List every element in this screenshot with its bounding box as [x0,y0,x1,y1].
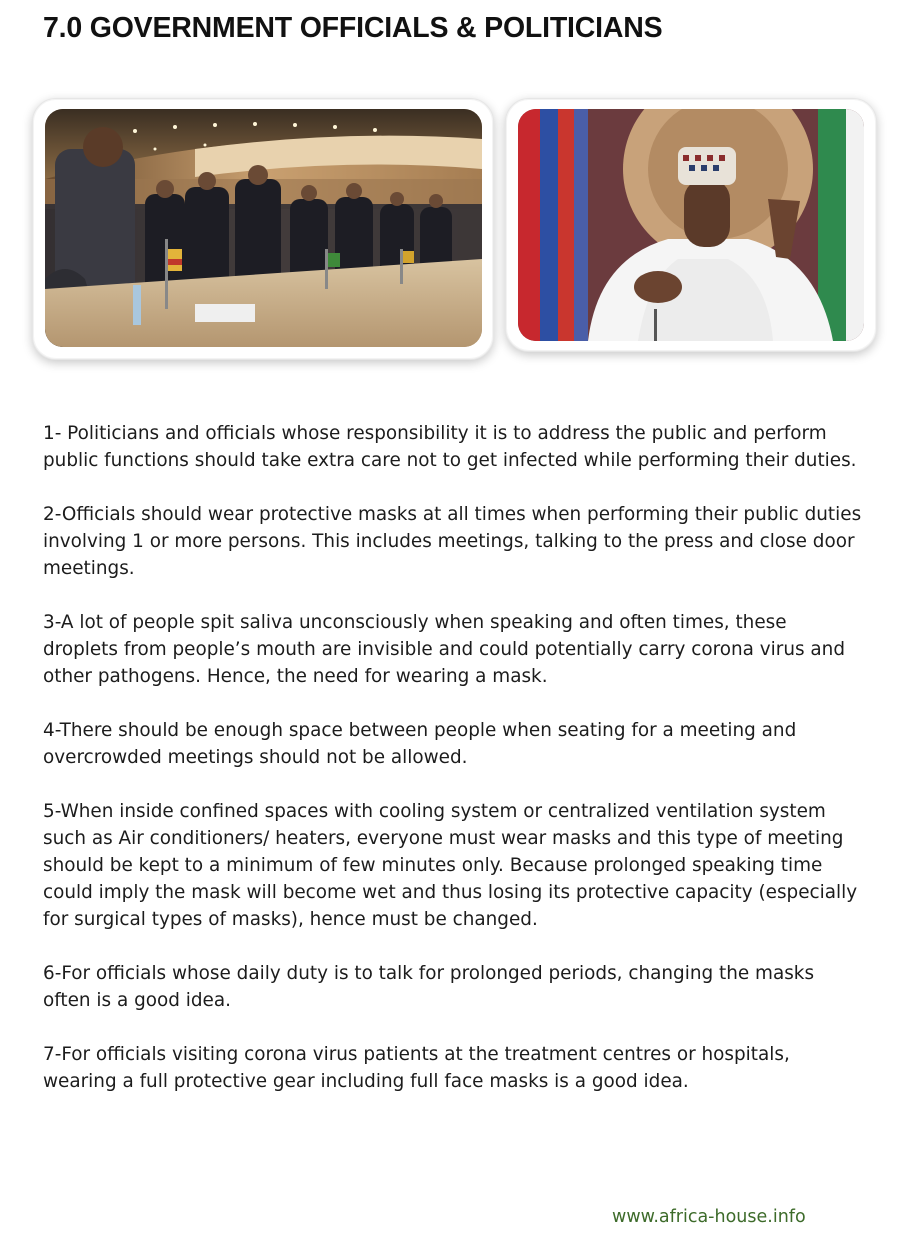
footer-website-link[interactable]: www.africa-house.info [612,1207,806,1227]
guideline-2: 2-Officials should wear protective masks at all times when performing their public duties involving 1 or more persons. This includes meetings, talking to the press and close door meetings. [43,504,862,579]
speaker-photo-frame [505,98,877,352]
guideline-4: 4-There should be enough space between people when seating for a meeting and overcrowded meetings should not be allowed. [43,720,797,768]
guideline-5: 5-When inside confined spaces with cooling system or centralized ventilation system such as Air conditioners/ heaters, everyone must wear masks and this type of meeting should be kept to a minimum of few minutes only. Because prolonged speaking time could imply the mask will become wet and thus losing its protective capacity (especially for surgical types of masks), hence must be changed. [43,801,858,930]
page-title: 7.0 GOVERNMENT OFFICIALS & POLITICIANS [43,12,663,44]
guideline-3: 3-A lot of people spit saliva unconsciously when speaking and often times, these droplets from people’s mouth are invisible and could potentially carry corona virus and other pathogens. Hence, the need for wearing a mask. [43,612,846,687]
official-speaking-photo [518,109,864,341]
guideline-1: 1- Politicians and officials whose responsibility it is to address the public and perform public functions should take extra care not to get infected while performing their duties. [43,423,857,471]
guideline-6: 6-For officials whose daily duty is to talk for prolonged periods, changing the masks often is a good idea. [43,963,815,1011]
guidelines-text [43,420,863,1122]
assembly-hall-photo [45,109,482,347]
assembly-photo-frame [32,98,494,360]
guideline-7: 7-For officials visiting corona virus patients at the treatment centres or hospitals, wearing a full protective gear including full face masks is a good idea. [43,1044,790,1092]
